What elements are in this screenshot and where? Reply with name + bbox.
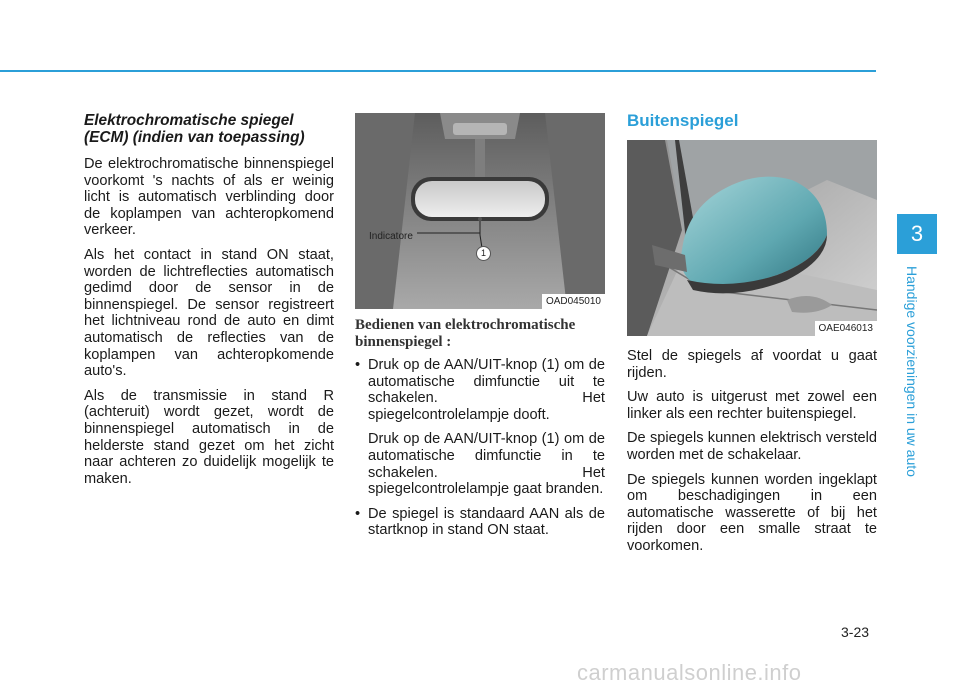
indicator-label: Indicatore [369,231,413,242]
callout-number: 1 [476,246,491,261]
watermark: carmanualsonline.info [577,660,802,685]
right-column [627,112,877,563]
bullet-1-paragraph-1: • Druk op de AAN/UIT-knop (1) om de automatische dimfunctie uit te schakelen. Het spiegelcontrolelampje dooft. [368,357,605,423]
outside-paragraph-1: Stel de spiegels af voordat u gaat rijden. [627,348,877,381]
inside-mirror-figure [355,113,605,309]
list-item [355,506,605,539]
ecm-paragraph-3: Als de transmissie in stand R (achteruit) wordt gezet, wordt de binnenspiegel automatisch in de helderste stand gezet om het zicht naar achteren zo duidelijk mogelijk te maken. [84,387,334,487]
outside-paragraph-4: De spiegels kunnen worden ingeklapt om beschadigingen in een automatische wasserette of bij het rijden door een smalle straat te voorkomen. [627,471,877,554]
outside-paragraph-2: Uw auto is uitgerust met zowel een linker als een rechter buitenspiegel. [627,389,877,422]
bullet-1-paragraph-2: Druk op de AAN/UIT-knop (1) om de automatische dimfunctie in te schakelen. Het spiegelcontrolelampje gaat branden. [368,431,605,498]
outside-mirror-figure [627,140,877,336]
outside-mirror-heading: Buitenspiegel [627,111,739,130]
operation-list [355,357,605,539]
list-item [355,357,605,498]
chapter-number-tab: 3 [897,214,937,254]
figure-code: OAD045010 [542,294,605,309]
bullet-2-paragraph-1: • De spiegel is standaard AAN als de startknop in stand ON staat. [368,505,605,539]
outside-mirror-illustration [627,140,877,336]
ecm-paragraph-1: De elektrochromatische binnenspiegel voorkomt 's nachts of als er weinig licht is automatisch verblinding door de koplampen van achteropkomend verkeer. [84,156,334,239]
inside-mirror-illustration [355,113,605,309]
operation-heading: Bedienen van elektrochromatische binnenspiegel : [355,317,576,350]
outside-paragraph-3: De spiegels kunnen elektrisch versteld worden met de schakelaar. [627,430,877,463]
header-rule [0,70,876,72]
page-number: 3-23 [841,624,870,640]
ecm-heading: Elektrochromatische spiegel (ECM) (indien van toepassing) [84,112,305,146]
figure-code: OAE046013 [815,321,878,336]
left-column [84,112,334,495]
ecm-paragraph-2: Als het contact in stand ON staat, worden de lichtreflecties automatisch gedimd door de sensor in de binnenspiegel. De sensor registreert het lichtniveau rond de auto en dimt automatisch de reflecties van de koplampen van achteropkomende auto's. [84,246,334,380]
chapter-title: Handige voorzieningen in uw auto [904,266,920,477]
middle-column [355,113,605,547]
